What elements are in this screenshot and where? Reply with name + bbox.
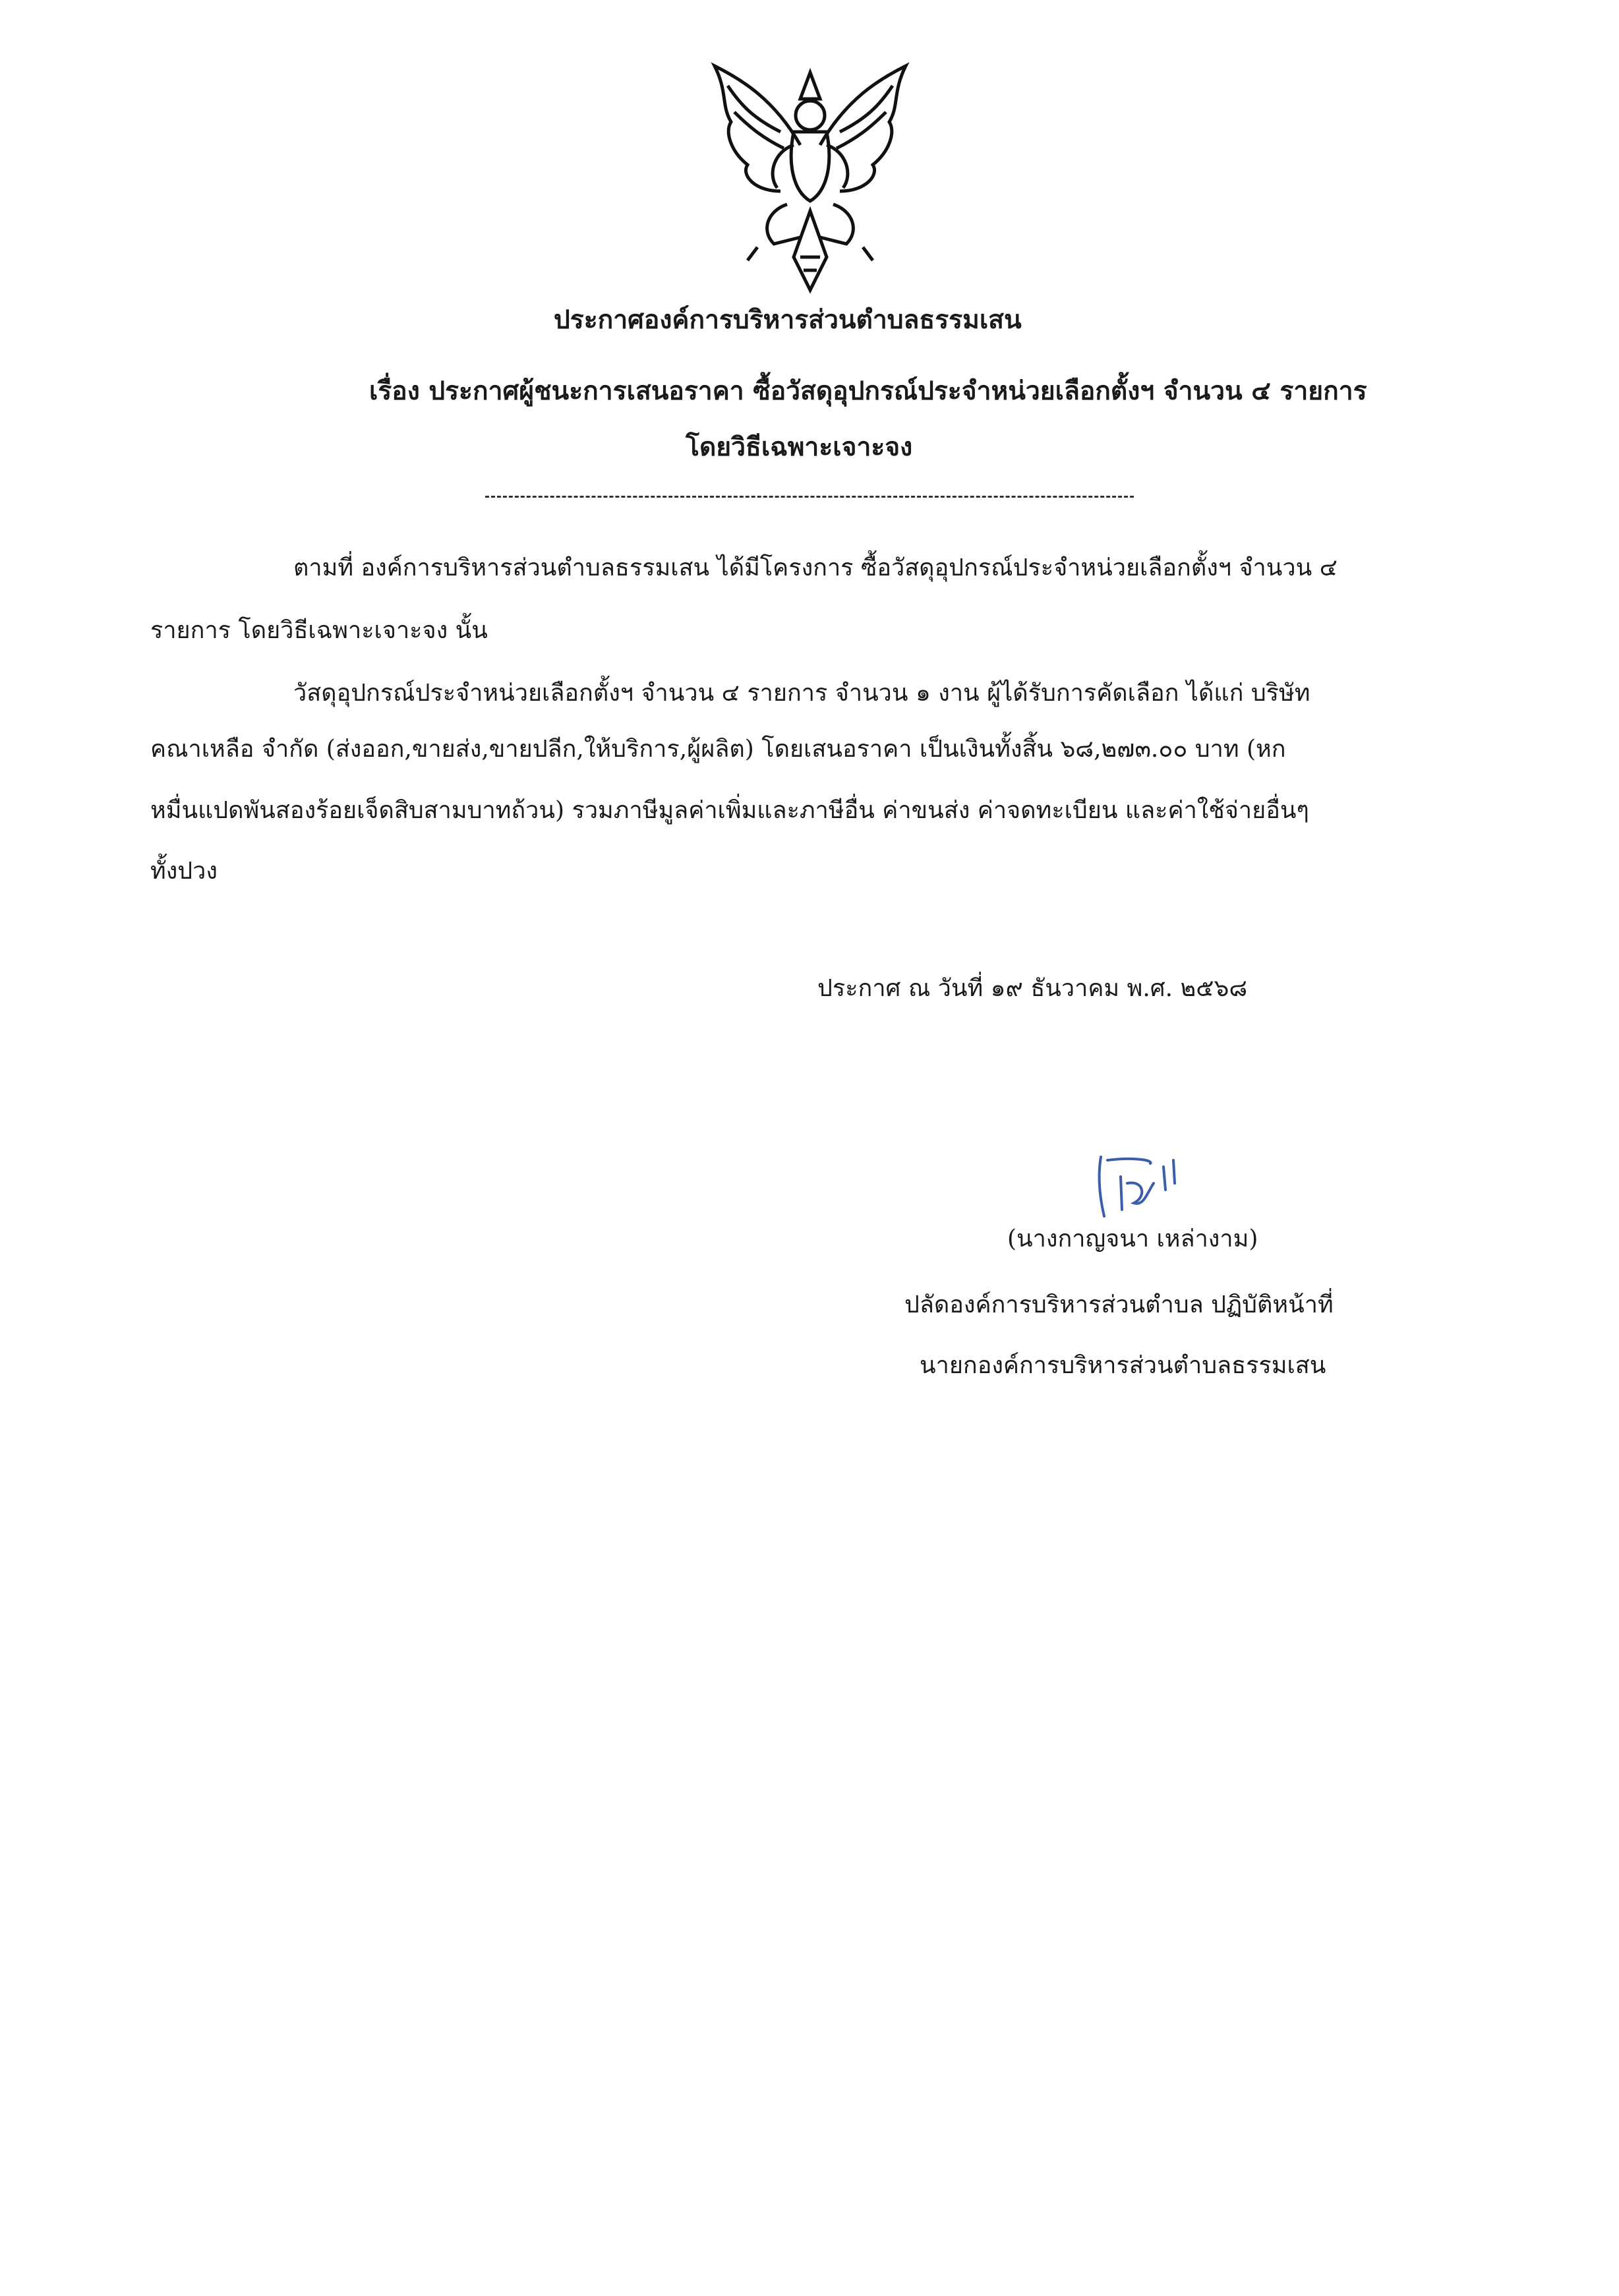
procurement-method: โดยวิธีเฉพาะเจาะจง <box>686 432 913 462</box>
paragraph-2-line-4: ทั้งปวง <box>150 858 218 885</box>
handwritten-signature <box>1081 1144 1213 1223</box>
announcement-date: ประกาศ ณ วันที่ ๑๙ ธันวาคม พ.ศ. ๒๕๖๘ <box>817 975 1248 1002</box>
garuda-emblem-icon <box>701 59 919 297</box>
paragraph-1-line-1: ตามที่ องค์การบริหารส่วนตำบลธรรมเสน ได้มีโครงการ ซื้อวัสดุอุปกรณ์ประจำหน่วยเลือกตั้งฯ จำนวน ๔ <box>293 554 1338 581</box>
signatory-name: (นางกาญจนา เหล่างาม) <box>1007 1225 1258 1252</box>
paragraph-2-line-2: คณาเหลือ จำกัด (ส่งออก,ขายส่ง,ขายปลีก,ให้บริการ,ผู้ผลิต) โดยเสนอราคา เป็นเงินทั้งสิ้น ๖๘,๒๗๓.๐๐ บาท (หก <box>150 736 1286 763</box>
announcement-subject: เรื่อง ประกาศผู้ชนะการเสนอราคา ซื้อวัสดุอุปกรณ์ประจำหน่วยเลือกตั้งฯ จำนวน ๔ รายการ <box>369 376 1367 406</box>
paragraph-2-line-1: วัสดุอุปกรณ์ประจำหน่วยเลือกตั้งฯ จำนวน ๔ รายการ จำนวน ๑ งาน ผู้ได้รับการคัดเลือก ได้แก่ บริษัท <box>293 680 1310 707</box>
announcement-title: ประกาศองค์การบริหารส่วนตำบลธรรมเสน <box>554 305 1022 335</box>
paragraph-2-line-3: หมื่นแปดพันสองร้อยเจ็ดสิบสามบาทถ้วน) รวมภาษีมูลค่าเพิ่มและภาษีอื่น ค่าขนส่ง ค่าจดทะเบียน และค่าใช้จ่ายอื่นๆ <box>150 797 1309 824</box>
signatory-position-1: ปลัดองค์การบริหารส่วนตำบล ปฏิบัติหน้าที่ <box>904 1291 1334 1318</box>
signatory-position-2: นายกองค์การบริหารส่วนตำบลธรรมเสน <box>920 1352 1326 1379</box>
paragraph-1-line-2: รายการ โดยวิธีเฉพาะเจาะจง นั้น <box>150 617 488 644</box>
divider <box>485 496 1134 498</box>
